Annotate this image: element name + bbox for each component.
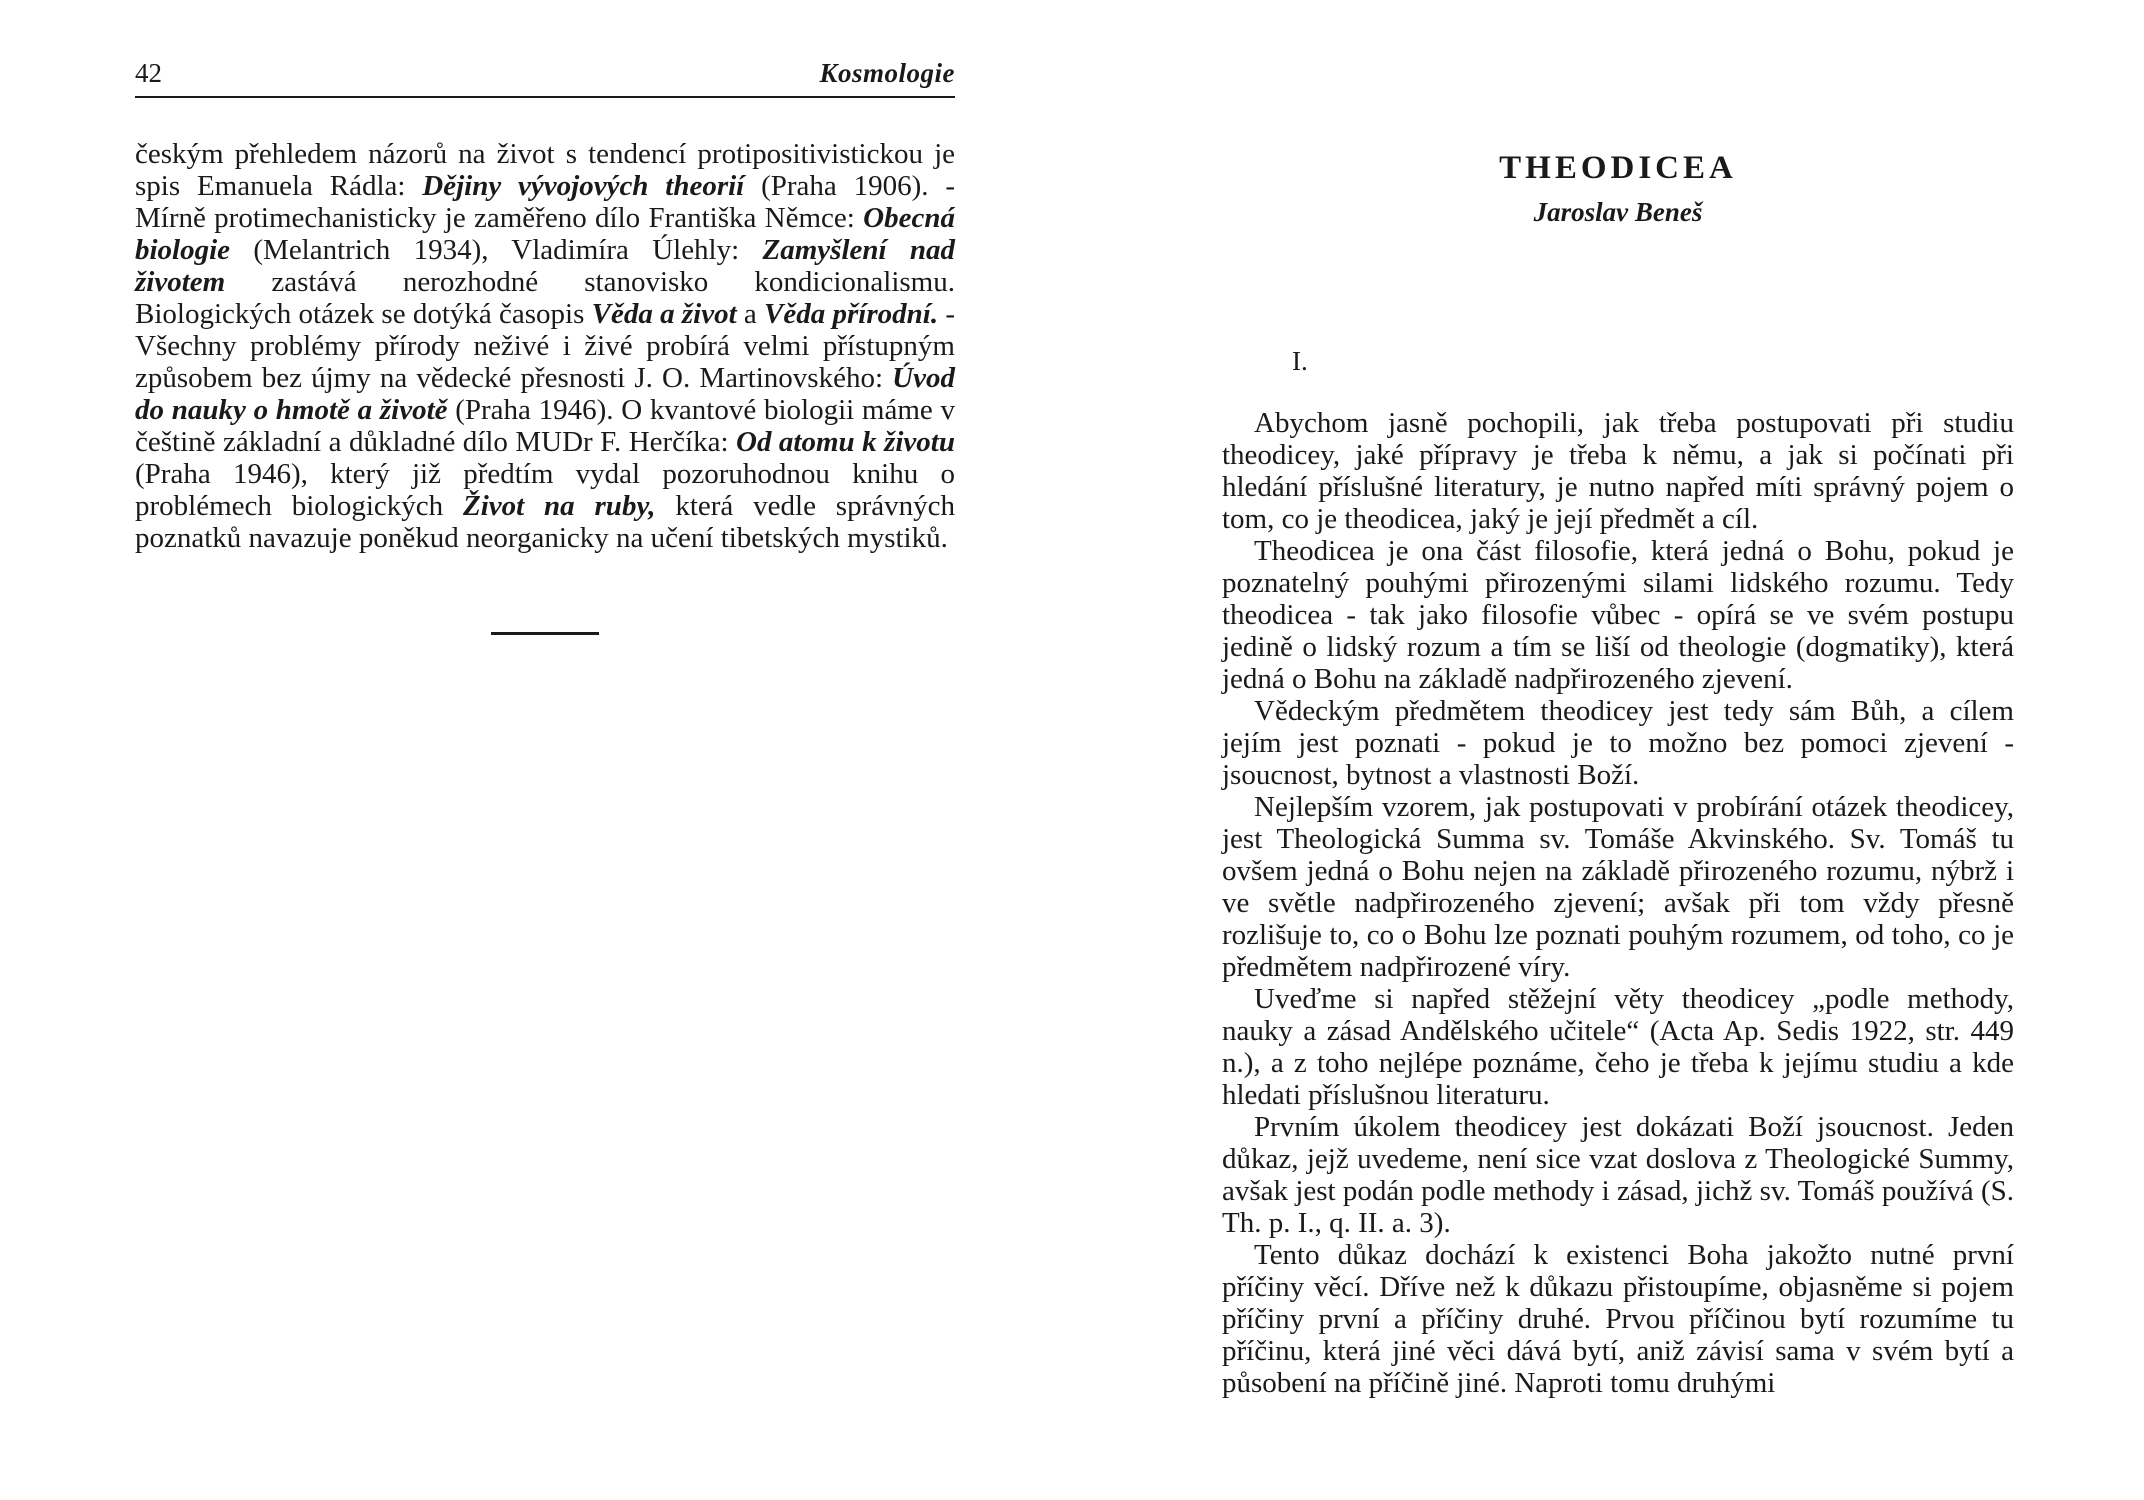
italic-title-segment: Věda přírodní. [764,298,939,330]
text-segment: která vedle správných poznatků navazuje poněkud neorganicky na učení tibetských mystiků. [135,490,955,554]
article-paragraph: Abychom jasně pochopili, jak třeba postupovati při studiu theodicey, jaké přípravy je třeba k němu, a jak si počínati při hledání příslušné literatury, je nutno napřed míti správný pojem o tom, co je theodicea, jaký je její předmět a cíl. [1222,407,2014,535]
italic-title-segment: Dějiny vývojových theorií [422,170,745,202]
article-body [1222,407,2014,1399]
text-segment: českým přehledem názorů na život s tendencí protipositivistickou je spis Emanuela Rádla: [135,138,955,202]
running-title: Kosmologie [819,58,955,88]
article-author: Jaroslav Beneš [1533,197,1703,227]
right-page [1222,150,2014,1399]
italic-title-segment: Od atomu k životu [736,426,955,458]
italic-title-segment: Zamyšlení nad životem [135,234,956,298]
article-paragraph: Tento důkaz dochází k existenci Boha jakožto nutné první příčiny věcí. Dříve než k důkazu přistoupíme, objasněme si pojem příčiny první a příčiny druhé. Prvou příčinou bytí rozumíme tu příčinu, která jiné věci dává bytí, aniž závisí sama v svém bytí a působení na příčině jiné. Naproti tomu druhými [1222,1239,2014,1399]
text-segment: (Praha 1946). O kvantové biologii máme v češtině základní a důkladné dílo MUDr F. Herčíka: [135,394,955,458]
italic-title-segment: Úvod do nauky o hmotě a životě [135,362,955,426]
article-paragraph: Nejlepším vzorem, jak postupovati v probírání otázek theodicey, jest Theologická Summa sv. Tomáše Akvinského. Sv. Tomáš tu ovšem jedná o Bohu nejen na základě přirozeného rozumu, nýbrž i ve světle nadpřirozeného zjevení; avšak při tom vždy přesně rozlišuje to, co o Bohu lze poznati pouhým rozumem, od toho, co je předmětem nadpřirozené víry. [1222,791,2014,983]
italic-title-segment: Věda a život [591,298,737,330]
section-end-rule [491,632,599,635]
article-paragraph: Prvním úkolem theodicey jest dokázati Boží jsoucnost. Jeden důkaz, jejž uvedeme, není sice vzat doslova z Theologické Summy, avšak jest podán podle methody i zásad, jichž sv. Tomáš používá (S. Th. p. I., q. II. a. 3). [1222,1111,2014,1239]
text-segment: - Všechny problémy přírody neživé i živé probírá velmi přístupným způsobem bez újmy na vědecké přesnosti J. O. Martinovského: [135,298,955,394]
section-number: I. [1292,346,1308,376]
text-segment: (Praha 1906). - Mírně protimechanisticky je zaměřeno dílo Františka Němce: [135,170,955,234]
text-segment: a [736,298,765,330]
text-segment: (Melantrich 1934), Vladimíra Úlehly: [230,234,763,266]
article-title: THEODICEA [1499,150,1737,186]
text-segment: (Praha 1946), který již předtím vydal pozoruhodnou knihu o problémech biologických [135,458,955,522]
left-page [135,58,955,635]
running-header [135,58,955,98]
page-number: 42 [135,58,162,88]
article-paragraph: Vědeckým předmětem theodicey jest tedy sám Bůh, a cílem jejím jest poznati - pokud je to možno bez pomoci zjevení - jsoucnost, bytnost a vlastnosti Boží. [1222,695,2014,791]
text-segment: zastává nerozhodné stanovisko kondicionalismu. Biologických otázek se dotýká časopis [135,266,955,330]
italic-title-segment: Obecná biologie [135,202,955,266]
left-body-paragraph [135,138,955,554]
italic-title-segment: Život na ruby, [463,490,656,522]
article-paragraph: Uveďme si napřed stěžejní věty theodicey „podle methody, nauky a zásad Andělského učitele“ (Acta Ap. Sedis 1922, str. 449 n.), a z toho nejlépe poznáme, čeho je třeba k jejímu studiu a kde hledati příslušnou literaturu. [1222,983,2014,1111]
article-paragraph: Theodicea je ona část filosofie, která jedná o Bohu, pokud je poznatelný pouhými přirozenými silami lidského rozumu. Tedy theodicea - tak jako filosofie vůbec - opírá se ve svém postupu jedině o lidský rozum a tím se liší od theologie (dogmatiky), která jedná o Bohu na základě nadpřirozeného zjevení. [1222,535,2014,695]
